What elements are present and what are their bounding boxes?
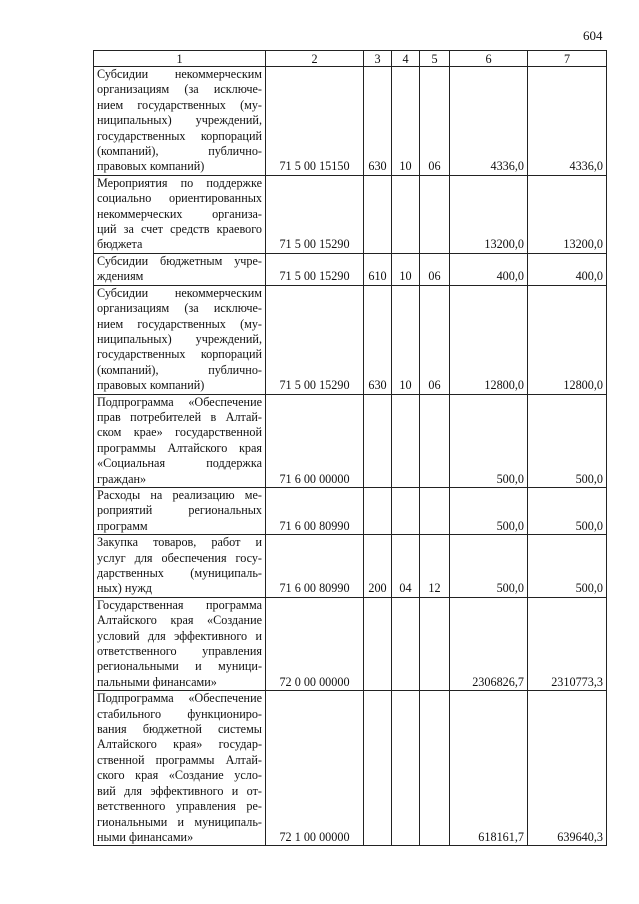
row-name-line: государственных корпораций [97, 347, 262, 362]
amount-cell: 13200,0 [450, 175, 528, 253]
row-name-cell [94, 535, 266, 598]
header-cell: 2 [266, 51, 364, 67]
amount-cell: 500,0 [528, 535, 607, 598]
row-name-line: Субсидии некоммерческим [97, 67, 262, 81]
row-name-line: ветственного управления ре- [97, 799, 262, 814]
subsection-cell [420, 394, 450, 487]
row-name-line: нием государственных (му- [97, 316, 262, 331]
amount-cell: 4336,0 [450, 67, 528, 176]
row-name-line: ниципальных) учреждений, [97, 331, 262, 346]
classification-code-cell: 71 6 00 80990 [266, 487, 364, 534]
amount-cell: 500,0 [450, 487, 528, 534]
amount-cell: 500,0 [450, 535, 528, 598]
row-name-line: Алтайского края «Создание [97, 613, 262, 628]
header-cell: 1 [94, 51, 266, 67]
row-name-line: гиональными и муниципаль- [97, 814, 262, 829]
section-cell: 10 [392, 67, 420, 176]
row-name-line: Субсидии бюджетным учре- [97, 253, 262, 268]
subsection-cell: 12 [420, 535, 450, 598]
row-name-line: дарственных (муниципаль- [97, 566, 262, 580]
row-name-cell [94, 597, 266, 690]
amount-cell: 500,0 [528, 394, 607, 487]
row-name-line: ском крае» государственной [97, 425, 262, 440]
subsection-cell: 06 [420, 285, 450, 394]
row-name-line: Расходы на реализацию ме- [97, 487, 262, 502]
row-name-line: Мероприятия по поддержке [97, 175, 262, 190]
subsection-cell: 06 [420, 67, 450, 176]
expense-type-cell: 630 [364, 67, 392, 176]
row-name-line: условий для эффективного и [97, 628, 262, 643]
row-name-line: программы Алтайского края [97, 440, 262, 455]
header-row [94, 51, 607, 67]
row-name-line: стабильного функциониро- [97, 706, 262, 721]
table-row [94, 535, 607, 598]
row-name-line: роприятий региональных [97, 503, 262, 518]
row-name-line: ными финансами» [97, 829, 194, 844]
row-name-cell [94, 691, 266, 846]
row-name-line: организациям (за исключе- [97, 301, 262, 316]
table-row [94, 175, 607, 253]
amount-cell: 12800,0 [450, 285, 528, 394]
row-name-line: ского края «Создание усло- [97, 768, 262, 783]
row-name-line: Подпрограмма «Обеспечение [97, 691, 262, 706]
table-row [94, 487, 607, 534]
subsection-cell [420, 691, 450, 846]
row-name-line: вий для эффективного и от- [97, 783, 262, 798]
row-name-line: вания бюджетной системы [97, 722, 262, 737]
amount-cell: 400,0 [450, 253, 528, 285]
section-cell [392, 394, 420, 487]
header-cell: 5 [420, 51, 450, 67]
row-name-line: Субсидии некоммерческим [97, 285, 262, 300]
row-name-line: (компаний), публично- [97, 362, 262, 377]
row-name-line: прав потребителей в Алтай- [97, 409, 262, 424]
row-name-line: бюджета [97, 237, 143, 252]
classification-code-cell: 71 5 00 15290 [266, 285, 364, 394]
expense-type-cell: 610 [364, 253, 392, 285]
row-name-line: государственных корпораций [97, 128, 262, 143]
row-name-line: социально ориентированных [97, 191, 262, 206]
subsection-cell: 06 [420, 253, 450, 285]
amount-cell: 12800,0 [528, 285, 607, 394]
row-name-line: ответственного управления [97, 644, 262, 659]
classification-code-cell: 71 5 00 15150 [266, 67, 364, 176]
subsection-cell [420, 175, 450, 253]
expense-type-cell [364, 394, 392, 487]
amount-cell: 618161,7 [450, 691, 528, 846]
amount-cell: 400,0 [528, 253, 607, 285]
section-cell [392, 691, 420, 846]
row-name-line: пальными финансами» [97, 674, 217, 689]
subsection-cell [420, 597, 450, 690]
row-name-cell [94, 67, 266, 176]
row-name-cell [94, 253, 266, 285]
amount-cell: 500,0 [450, 394, 528, 487]
table-row [94, 253, 607, 285]
section-cell [392, 175, 420, 253]
expense-type-cell [364, 691, 392, 846]
table-row [94, 597, 607, 690]
row-name-cell [94, 487, 266, 534]
expense-type-cell: 630 [364, 285, 392, 394]
expense-type-cell [364, 175, 392, 253]
row-name-cell [94, 285, 266, 394]
row-name-line: ных) нужд [97, 581, 152, 596]
row-name-line: Закупка товаров, работ и [97, 535, 262, 550]
row-name-cell [94, 175, 266, 253]
row-name-line: программ [97, 518, 148, 533]
row-name-line: Государственная программа [97, 597, 262, 612]
table-row [94, 67, 607, 176]
row-name-line: ственной программы Алтай- [97, 752, 262, 767]
row-name-line: Подпрограмма «Обеспечение [97, 394, 262, 409]
row-name-line: услуг для обеспечения госу- [97, 550, 262, 565]
expense-type-cell [364, 597, 392, 690]
amount-cell: 13200,0 [528, 175, 607, 253]
row-name-line: граждан» [97, 471, 147, 486]
section-cell: 04 [392, 535, 420, 598]
classification-code-cell: 72 1 00 00000 [266, 691, 364, 846]
row-name-line: Алтайского края» государ- [97, 737, 262, 752]
page-number: 604 [583, 28, 603, 43]
expense-type-cell [364, 487, 392, 534]
header-cell: 7 [528, 51, 607, 67]
row-name-line: правовых компаний) [97, 159, 205, 174]
amount-cell: 639640,3 [528, 691, 607, 846]
amount-cell: 500,0 [528, 487, 607, 534]
row-name-line: ций за счет средств краевого [97, 222, 262, 237]
row-name-line: некоммерческих организа- [97, 206, 262, 221]
budget-table [93, 50, 607, 846]
amount-cell: 2306826,7 [450, 597, 528, 690]
amount-cell: 4336,0 [528, 67, 607, 176]
subsection-cell [420, 487, 450, 534]
row-name-cell [94, 394, 266, 487]
header-cell: 4 [392, 51, 420, 67]
header-cell: 3 [364, 51, 392, 67]
section-cell: 10 [392, 285, 420, 394]
row-name-line: организациям (за исключе- [97, 82, 262, 97]
row-name-line: (компаний), публично- [97, 144, 262, 159]
classification-code-cell: 71 5 00 15290 [266, 253, 364, 285]
classification-code-cell: 71 5 00 15290 [266, 175, 364, 253]
classification-code-cell: 72 0 00 00000 [266, 597, 364, 690]
classification-code-cell: 71 6 00 80990 [266, 535, 364, 598]
table-row [94, 691, 607, 846]
section-cell: 10 [392, 253, 420, 285]
row-name-line: нием государственных (му- [97, 97, 262, 112]
section-cell [392, 597, 420, 690]
section-cell [392, 487, 420, 534]
expense-type-cell: 200 [364, 535, 392, 598]
table-row [94, 285, 607, 394]
row-name-line: правовых компаний) [97, 378, 205, 393]
row-name-line: ниципальных) учреждений, [97, 113, 262, 128]
row-name-line: ждениям [97, 269, 144, 284]
row-name-line: региональными и муници- [97, 659, 262, 674]
table-row [94, 394, 607, 487]
amount-cell: 2310773,3 [528, 597, 607, 690]
classification-code-cell: 71 6 00 00000 [266, 394, 364, 487]
row-name-line: «Социальная поддержка [97, 456, 262, 471]
header-cell: 6 [450, 51, 528, 67]
